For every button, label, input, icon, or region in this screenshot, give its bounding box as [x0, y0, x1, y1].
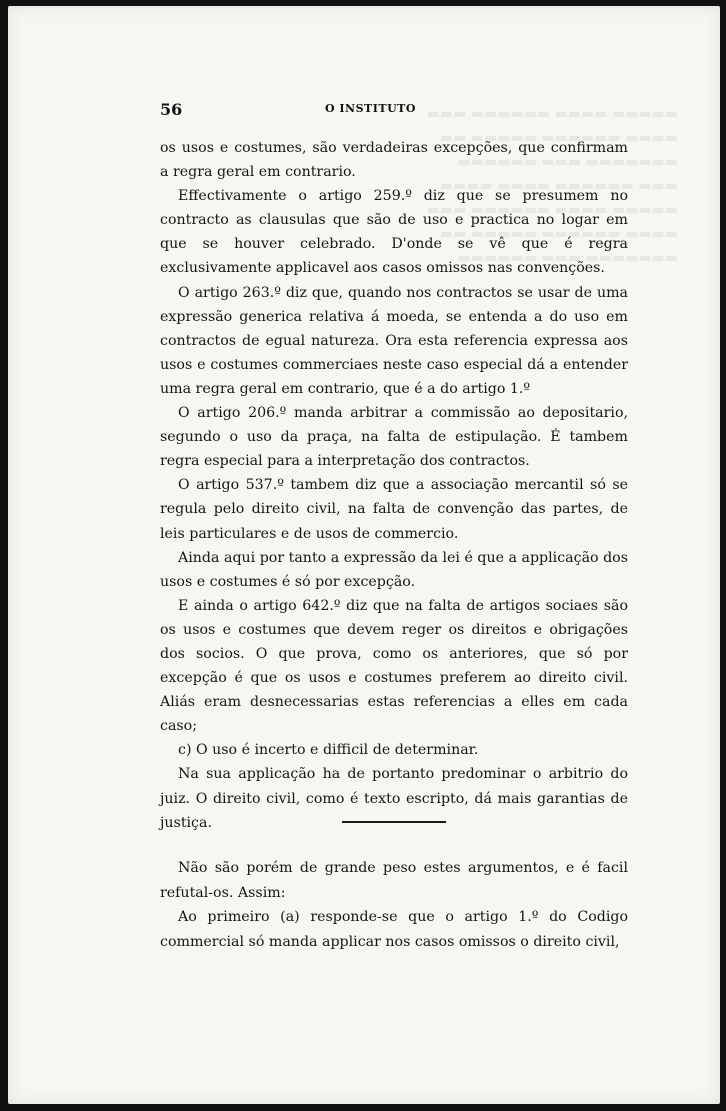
- show-through-texture: ▬▬▬▬▬ ▬▬▬▬ ▬▬▬▬▬▬ ▬▬▬ ▬▬▬▬ ▬▬▬▬▬▬ ▬▬▬▬▬ ▬▬ ▬▬▬▬▬▬▬ ▬▬▬ ▬▬▬▬▬▬ ▬▬▬ ▬▬▬▬▬▬ ▬▬▬▬ ▬▬▬▬ ▬▬▬▬▬ ▬▬▬▬ ▬▬▬▬▬▬ ▬▬▬ ▬▬▬▬ ▬▬▬▬▬▬ ▬▬▬▬▬ ▬▬ ▬▬▬▬▬▬▬ ▬▬▬ ▬▬▬▬▬▬: [426, 106, 678, 266]
- paragraph: O artigo 206.º manda arbitrar a commissão ao depositario, segundo o uso da praça, na falta de estipulação. É tambem regra especial para a interpretação dos contractos.: [160, 405, 628, 470]
- paragraph: os usos e costumes, são verdadeiras excepções, que confirmam a regra geral em contrario.: [160, 140, 628, 181]
- page-number: 56: [160, 100, 183, 119]
- paragraph: Ao primeiro (a) responde-se que o artigo 1.º do Codigo commercial só manda applicar nos casos omissos o direito civil,: [160, 909, 628, 950]
- paragraph: Na sua applicação ha de portanto predominar o arbitrio do juiz. O direito civil, como é texto escripto, dá mais garantias de justiça.: [160, 766, 628, 831]
- book-page: [8, 6, 720, 1104]
- paragraph: Ainda aqui por tanto a expressão da lei é que a applicação dos usos e costumes é só por excepção.: [160, 549, 628, 590]
- running-title: O INSTITUTO: [325, 102, 416, 115]
- paragraph: O artigo 263.º diz que, quando nos contractos se usar de uma expressão generica relativa á moeda, se entenda a do uso em contractos de egual natureza. Ora esta referencia expressa aos usos e costumes commerciaes neste caso especial dá a entender uma regra geral em contrario, que é a do artigo 1.º: [160, 284, 628, 397]
- paragraph: E ainda o artigo 642.º diz que na falta de artigos sociaes são os usos e costumes que devem reger os direitos e obrigações dos socios. O que prova, como os anteriores, que só por excepção é que os usos e costumes preferem ao direito civil. Aliás eram desnecessarias estas referencias a elles em cada caso;: [160, 597, 628, 735]
- main-text: [160, 136, 628, 835]
- paragraph: O artigo 537.º tambem diz que a associação mercantil só se regula pelo direito civil, na falta de convenção das partes, de leis particulares e de usos de commercio.: [160, 477, 628, 542]
- paragraph: Não são porém de grande peso estes argumentos, e é facil refutal-os. Assim:: [160, 860, 628, 901]
- section-divider: [342, 821, 446, 823]
- running-head: [160, 100, 630, 120]
- continued-text: [160, 856, 628, 954]
- paragraph: c) O uso é incerto e difficil de determinar.: [178, 742, 479, 759]
- paragraph: Effectivamente o artigo 259.º diz que se presumem no contracto as clausulas que são de uso e practica no logar em que se houver celebrado. D'onde se vê que é regra exclusivamente applicavel aos casos omissos nas convenções.: [160, 188, 628, 277]
